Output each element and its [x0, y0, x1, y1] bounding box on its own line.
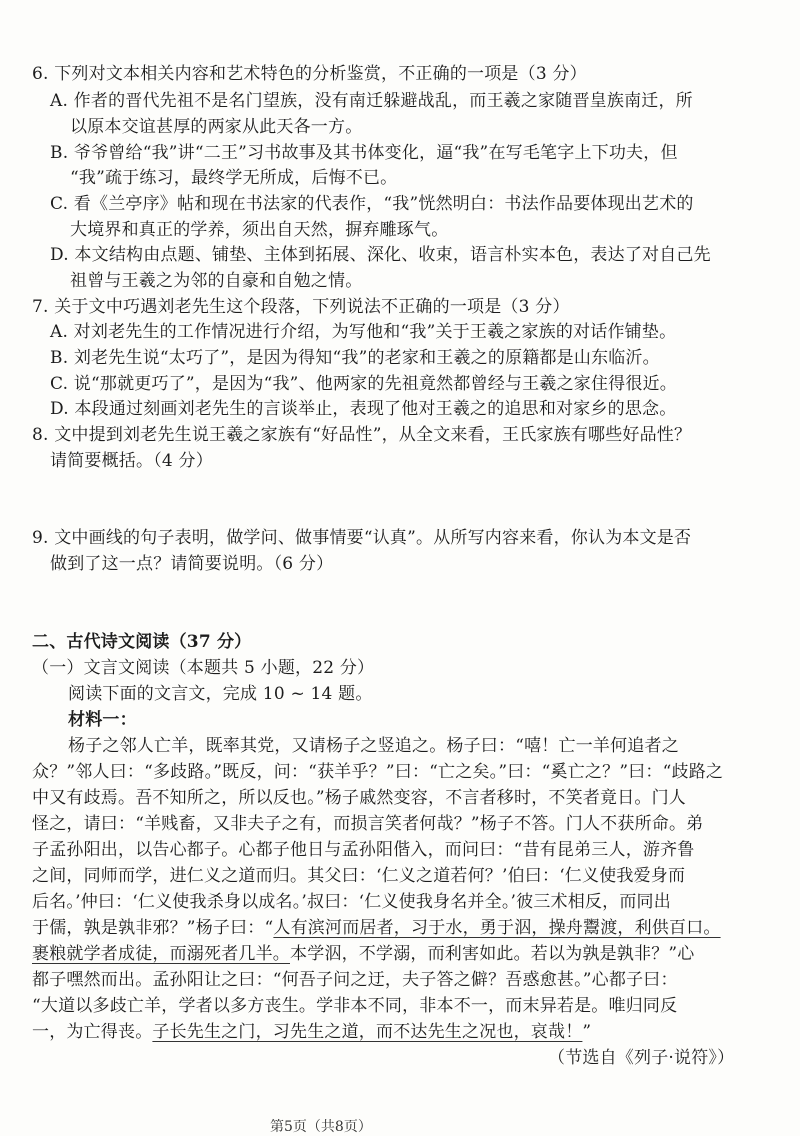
- q6-option-a-line1: A. 作者的晋代先祖不是名门望族，没有南迁躲避战乱，而王羲之家随晋皇族南迁，所: [50, 91, 693, 111]
- passage-line-3: 中又有歧焉。吾不知所之，所以反也。”杨子戚然变容，不言者移时，不笑者竟日。门人: [32, 788, 686, 808]
- passage-line-12-plain: 一，为亡得丧。: [32, 1022, 153, 1042]
- passage-line-11: “大道以多歧亡羊，学者以多方丧生。学非本不同，非本不一，而末异若是。唯归同反: [32, 996, 678, 1016]
- q6-option-d-line1: D. 本文结构由点题、铺垫、主体到拓展、深化、收束，语言朴实本色，表达了对自己先: [50, 245, 711, 265]
- q7-option-b: B. 刘老先生说“太巧了”，是因为得知“我”的老家和王羲之的原籍都是山东临沂。: [50, 348, 660, 368]
- q8-line2: 请简要概括。（4 分）: [50, 451, 213, 471]
- q6-option-c-line1: C. 看《兰亭序》帖和现在书法家的代表作，“我”恍然明白：书法作品要体现出艺术的: [50, 194, 694, 214]
- passage-line-7: 后名。’仲曰：‘仁义使我杀身以成名。’叔曰：‘仁义使我身名并全。’彼三术相反，而同出: [32, 892, 671, 912]
- page-footer: 第5页（共8页）: [270, 1119, 372, 1135]
- q9-line1: 9. 文中画线的句子表明，做学问、做事情要“认真”。从所写内容来看，你认为本文是否: [32, 528, 692, 548]
- q6-option-c-line2: 大境界和真正的学养，须出自天然，摒弃雕琢气。: [70, 220, 449, 240]
- passage-line-9: [32, 942, 695, 966]
- underlined-sentence-2: 子长先生之门，习先生之道，而不达先生之况也，哀哉！: [152, 1022, 583, 1042]
- closing-quote: ”: [582, 1022, 592, 1042]
- q7-option-d: D. 本段通过刻画刘老先生的言谈举止，表现了他对王羲之的追思和对家乡的思念。: [50, 399, 677, 419]
- q7-stem: 7. 关于文中巧遇刘老先生这个段落，下列说法不正确的一项是（3 分）: [32, 297, 570, 317]
- q7-option-c: C. 说“那就更巧了”，是因为“我”、他两家的先祖竟然都曾经与王羲之家住得很近。: [50, 374, 677, 394]
- passage-line-6: 之间，同师而学，进仁义之道而归。其父曰：‘仁义之道若何？’伯曰：‘仁义使我爱身而: [32, 866, 686, 886]
- q6-option-b-line1: B. 爷爷曾给“我”讲“二王”习书故事及其书体变化，逼“我”在写毛笔字上下功夫，但: [50, 143, 678, 163]
- underlined-sentence-1a: 人有滨河而居者，习于水，勇于泅，操舟鬻渡，利供百口。: [273, 918, 721, 938]
- q8-line1: 8. 文中提到刘老先生说王羲之家族有“好品性”，从全文来看，王氏家族有哪些好品性？: [32, 425, 692, 445]
- q7-option-a: A. 对刘老先生的工作情况进行介绍，为写他和“我”关于王羲之家族的对话作铺垫。: [50, 322, 677, 342]
- passage-line-12: [32, 1020, 591, 1044]
- passage-line-8: [32, 916, 721, 940]
- q6-option-a-line2: 以原本交谊甚厚的两家从此天各一方。: [70, 117, 363, 137]
- passage-line-8-plain: 于儒，孰是孰非邪？”杨子曰：“: [32, 918, 274, 938]
- subsection-title: （一）文言文阅读（本题共 5 小题，22 分）: [32, 658, 375, 678]
- passage-line-9-plain: 本学泅，不学溺，而利害如此。若以为孰是孰非？”心: [290, 944, 695, 964]
- passage-line-1: 杨子之邻人亡羊，既率其党，又请杨子之竖追之。杨子曰：“嘻！亡一羊何追者之: [68, 736, 679, 756]
- underlined-sentence-1b: 裹粮就学者成徒，而溺死者几半。: [32, 944, 290, 964]
- passage-line-5: 子孟孙阳出，以告心都子。心都子他日与孟孙阳偕入，而问曰：“昔有昆弟三人，游齐鲁: [32, 840, 695, 860]
- instruction: 阅读下面的文言文，完成 10 ~ 14 题。: [68, 684, 373, 704]
- passage-line-2: 众？”邻人曰：“多歧路。”既反，问：“获羊乎？”曰：“亡之矣。”曰：“奚亡之？”曰：“歧路之: [32, 762, 724, 782]
- passage-line-10: 都子嘿然而出。孟孙阳让之曰：“何吾子问之迂，夫子答之僻？吾惑愈甚。”心都子曰：: [32, 970, 678, 990]
- material-label: 材料一：: [68, 710, 137, 730]
- q6-option-b-line2: “我”疏于练习，最终学无所成，后悔不已。: [70, 168, 398, 188]
- section-title: 二、古代诗文阅读（37 分）: [32, 632, 252, 652]
- passage-line-4: 怪之，请曰：“羊贱畜，又非夫子之有，而损言笑者何哉？”杨子不答。门人不获所命。弟: [32, 814, 704, 834]
- q6-option-d-line2: 祖曾与王羲之为邻的自豪和自勉之情。: [70, 271, 363, 291]
- source-citation: （节选自《列子·说符》）: [548, 1048, 735, 1068]
- q9-line2: 做到了这一点？请简要说明。（6 分）: [50, 554, 334, 574]
- q6-stem: 6. 下列对文本相关内容和艺术特色的分析鉴赏，不正确的一项是（3 分）: [32, 64, 587, 84]
